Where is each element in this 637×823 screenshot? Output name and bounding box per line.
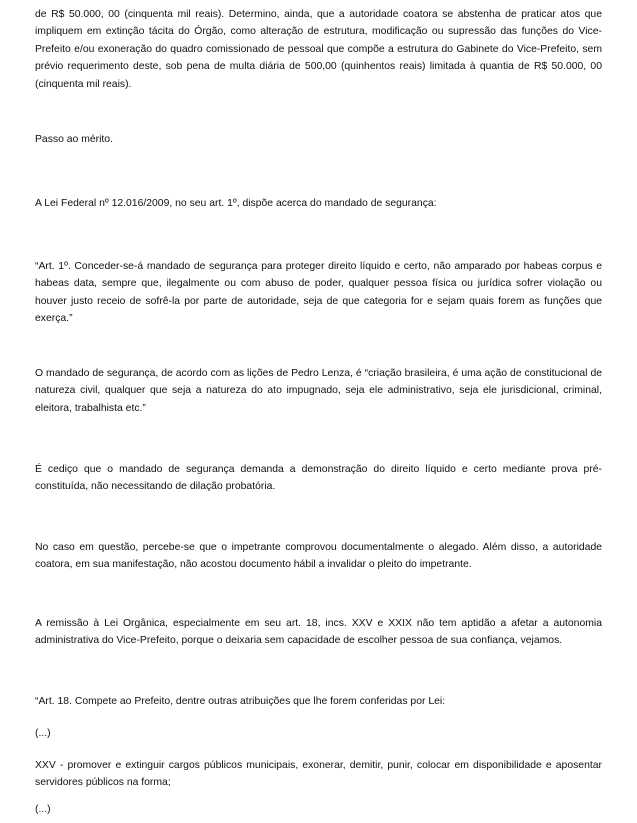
paragraph-lenza: O mandado de segurança, de acordo com as lições de Pedro Lenza, é “criação brasileira, é uma ação de constitucional de natureza civil, qualquer que seja a natureza do ato impugnado, seja ele administrativo, seja ele jurisdicional, criminal, eleitora, trabalhista etc.” xyxy=(35,368,602,414)
paragraph-decision: de R$ 50.000, 00 (cinquenta mil reais). Determino, ainda, que a autoridade coatora se abstenha de praticar atos que impliquem em extinção tácita do Órgão, como alteração de estrutura, modificação ou supressão das funções do Vice-Prefeito e/ou exoneração do quadro comissionado de pessoal que compõe a estrutura do Gabinete do Vice-Prefeito, sem prévio requerimento deste, sob pena de multa diária de 500,00 (quinhentos reais) limitada à quantia de R$ 50.000, 00 (cinquenta mil reais). xyxy=(35,9,602,90)
paragraph-law-intro: A Lei Federal nº 12.016/2009, no seu art. 1º, dispõe acerca do mandado de segurança: xyxy=(35,198,437,209)
paragraph-proof: É cediço que o mandado de segurança demanda a demonstração do direito líquido e certo mediante prova pré-constituída, não necessitando de dilação probatória. xyxy=(35,464,602,493)
quote-inc-xxv: XXV - promover e extinguir cargos públicos municipais, exonerar, demitir, punir, colocar em disponibilidade e aposentar servidores públicos na forma; xyxy=(35,760,602,789)
quote-art-18: “Art. 18. Compete ao Prefeito, dentre outras atribuições que lhe forem conferidas por Lei: xyxy=(35,696,446,707)
paragraph-organic-law: A remissão à Lei Orgânica, especialmente em seu art. 18, incs. XXV e XXIX não tem aptidão a afetar a autonomia administrativa do Vice-Prefeito, porque o deixaria sem capacidade de escolher pessoa de sua confiança, vejamos. xyxy=(35,618,602,647)
ellipsis-2: (...) xyxy=(35,804,51,815)
paragraph-merit: Passo ao mérito. xyxy=(35,134,113,145)
quote-art-1: “Art. 1º. Conceder-se-á mandado de segurança para proteger direito líquido e certo, não amparado por habeas corpus e habeas data, sempre que, ilegalmente ou com abuso de poder, qualquer pessoa física ou jurídica sofrer violação ou houver justo receio de sofrê-la por parte de autoridade, seja de que categoria for e sejam quais forem as funções que exerça.” xyxy=(35,261,602,325)
paragraph-case: No caso em questão, percebe-se que o impetrante comprovou documentalmente o alegado. Além disso, a autoridade coatora, em sua manifestação, não acostou documento hábil a invalidar o pleito do impetrante. xyxy=(35,542,602,571)
ellipsis-1: (...) xyxy=(35,728,51,739)
